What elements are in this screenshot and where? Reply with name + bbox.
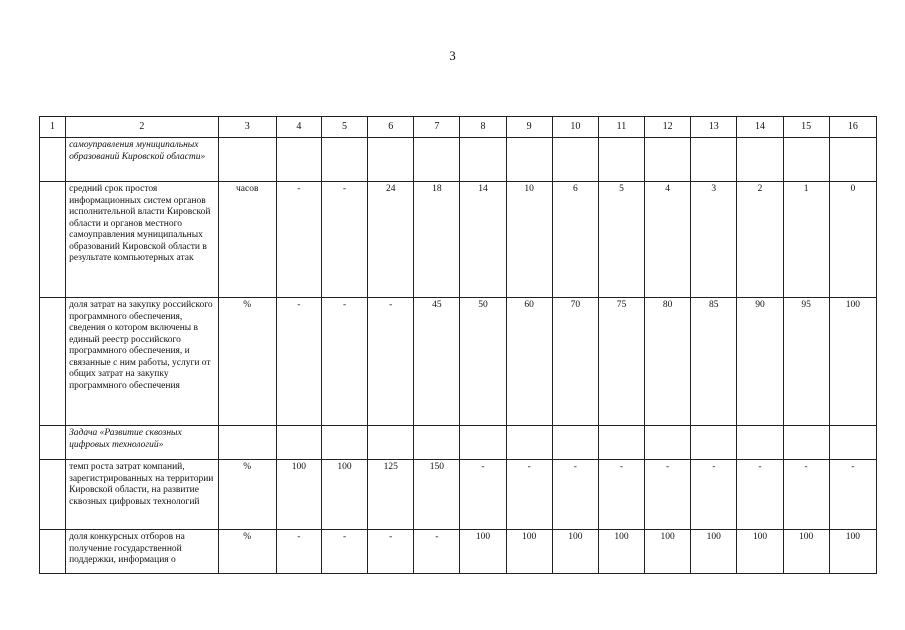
value-cell: - (783, 460, 829, 530)
value-cell: 14 (460, 182, 506, 298)
value-cell: 10 (506, 182, 552, 298)
value-cell (552, 426, 598, 460)
value-cell: 100 (829, 298, 876, 426)
header-cell: 1 (40, 117, 66, 138)
value-cell: - (691, 460, 737, 530)
value-cell: 24 (368, 182, 414, 298)
value-cell (276, 138, 321, 182)
value-cell: 100 (737, 530, 783, 574)
value-cell (645, 138, 691, 182)
value-cell: 95 (783, 298, 829, 426)
header-cell: 16 (829, 117, 876, 138)
indicator-name-cell: темп роста затрат компаний, зарегистрированных на территории Кировской области, на развитие сквозных цифровых технологий (66, 460, 219, 530)
header-row (40, 117, 877, 138)
value-cell (460, 138, 506, 182)
value-cell: 100 (691, 530, 737, 574)
unit-cell: % (218, 530, 276, 574)
value-cell (737, 138, 783, 182)
value-cell: 100 (829, 530, 876, 574)
value-cell: 100 (321, 460, 367, 530)
value-cell (691, 426, 737, 460)
header-cell: 12 (645, 117, 691, 138)
header-cell: 13 (691, 117, 737, 138)
unit-cell: % (218, 460, 276, 530)
unit-cell (218, 138, 276, 182)
value-cell: 45 (414, 298, 460, 426)
header-cell: 2 (66, 117, 219, 138)
value-cell (737, 426, 783, 460)
value-cell: 70 (552, 298, 598, 426)
value-cell (414, 426, 460, 460)
value-cell: 90 (737, 298, 783, 426)
header-cell: 6 (368, 117, 414, 138)
value-cell: 100 (276, 460, 321, 530)
value-cell: 150 (414, 460, 460, 530)
value-cell (414, 138, 460, 182)
value-cell: - (829, 460, 876, 530)
value-cell: 60 (506, 298, 552, 426)
value-cell: 4 (645, 182, 691, 298)
value-cell: - (460, 460, 506, 530)
value-cell (368, 426, 414, 460)
value-cell: 50 (460, 298, 506, 426)
table-row (40, 530, 877, 574)
header-cell: 7 (414, 117, 460, 138)
value-cell: - (506, 460, 552, 530)
value-cell: 80 (645, 298, 691, 426)
value-cell (645, 426, 691, 460)
value-cell: 125 (368, 460, 414, 530)
table-row (40, 426, 877, 460)
value-cell: 85 (691, 298, 737, 426)
value-cell: 18 (414, 182, 460, 298)
header-cell: 9 (506, 117, 552, 138)
table-row (40, 182, 877, 298)
value-cell: 6 (552, 182, 598, 298)
header-cell: 4 (276, 117, 321, 138)
value-cell: 100 (598, 530, 644, 574)
value-cell: - (276, 298, 321, 426)
indicator-name-cell: доля конкурсных отборов на получение государственной поддержки, информация о (66, 530, 219, 574)
value-cell (783, 138, 829, 182)
header-cell: 14 (737, 117, 783, 138)
indicator-name-cell: средний срок простоя информационных систем органов исполнительной власти Кировской области и органов местного самоуправления муниципальных образований Кировской области в результате компьютерных атак (66, 182, 219, 298)
value-cell: 1 (783, 182, 829, 298)
value-cell: 0 (829, 182, 876, 298)
row-index-cell (40, 182, 66, 298)
value-cell: - (321, 298, 367, 426)
table-row (40, 460, 877, 530)
value-cell: - (737, 460, 783, 530)
table-row (40, 138, 877, 182)
page-number: 3 (449, 48, 456, 63)
value-cell: - (552, 460, 598, 530)
row-index-cell (40, 138, 66, 182)
value-cell: - (276, 530, 321, 574)
value-cell: 75 (598, 298, 644, 426)
header-cell: 15 (783, 117, 829, 138)
value-cell (691, 138, 737, 182)
value-cell: - (645, 460, 691, 530)
value-cell (598, 426, 644, 460)
value-cell: 100 (645, 530, 691, 574)
row-index-cell (40, 426, 66, 460)
value-cell (829, 426, 876, 460)
unit-cell: % (218, 298, 276, 426)
value-cell (598, 138, 644, 182)
value-cell (829, 138, 876, 182)
value-cell: 2 (737, 182, 783, 298)
value-cell: - (321, 182, 367, 298)
value-cell: 100 (552, 530, 598, 574)
row-index-cell (40, 298, 66, 426)
value-cell: - (276, 182, 321, 298)
indicators-table (39, 116, 877, 574)
value-cell (368, 138, 414, 182)
value-cell: 100 (506, 530, 552, 574)
value-cell: 100 (783, 530, 829, 574)
header-cell: 8 (460, 117, 506, 138)
value-cell: - (368, 298, 414, 426)
header-cell: 3 (218, 117, 276, 138)
value-cell (506, 138, 552, 182)
value-cell: - (598, 460, 644, 530)
value-cell (506, 426, 552, 460)
value-cell: 5 (598, 182, 644, 298)
value-cell (783, 426, 829, 460)
table-row (40, 298, 877, 426)
row-index-cell (40, 530, 66, 574)
value-cell (321, 138, 367, 182)
value-cell (276, 426, 321, 460)
value-cell: 3 (691, 182, 737, 298)
value-cell: - (368, 530, 414, 574)
value-cell: - (414, 530, 460, 574)
indicator-name-cell: доля затрат на закупку российского программного обеспечения, сведения о котором включены в единый реестр российского программного обеспечения, и связанные с ним работы, услуги от общих затрат на закупку программного обеспечения (66, 298, 219, 426)
indicator-name-cell: самоуправления муниципальных образований Кировской области» (66, 138, 219, 182)
value-cell: - (321, 530, 367, 574)
header-cell: 11 (598, 117, 644, 138)
value-cell (321, 426, 367, 460)
unit-cell (218, 426, 276, 460)
header-cell: 10 (552, 117, 598, 138)
unit-cell: часов (218, 182, 276, 298)
value-cell (552, 138, 598, 182)
value-cell (460, 426, 506, 460)
indicator-name-cell: Задача «Развитие сквозных цифровых технологий» (66, 426, 219, 460)
value-cell: 100 (460, 530, 506, 574)
row-index-cell (40, 460, 66, 530)
header-cell: 5 (321, 117, 367, 138)
